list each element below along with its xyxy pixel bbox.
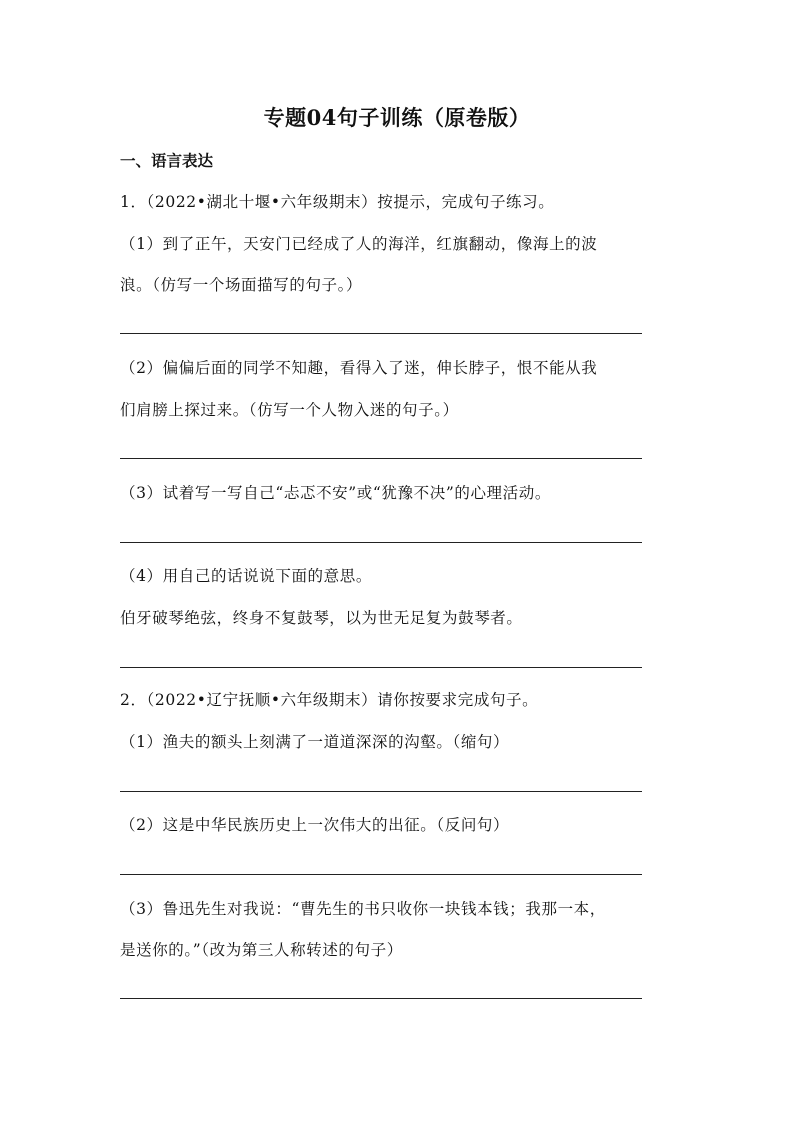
answer-line-q1-4[interactable] <box>120 667 642 668</box>
question-1-stem: 1．（2022•湖北十堰•六年级期末）按提示，完成句子练习。 <box>120 193 555 211</box>
question-1-part-2-line-1: （2）偏偏后面的同学不知趣，看得入了迷，伸长脖子，恨不能从我 <box>120 359 598 377</box>
question-1-part-1-line-1: （1）到了正午，天安门已经成了人的海洋，红旗翻动，像海上的波 <box>120 235 598 253</box>
question-2-part-2: （2）这是中华民族历史上一次伟大的出征。（反问句） <box>120 816 510 834</box>
page-title: 专题04句子训练（原卷版） <box>263 105 531 130</box>
answer-line-q1-1[interactable] <box>120 333 642 334</box>
answer-line-q2-2[interactable] <box>120 874 642 875</box>
answer-line-q2-1[interactable] <box>120 791 642 792</box>
question-1-part-4-quote: 伯牙破琴绝弦，终身不复鼓琴，以为世无足复为鼓琴者。 <box>120 609 523 627</box>
question-1-part-4: （4）用自己的话说说下面的意思。 <box>120 567 372 585</box>
answer-line-q1-3[interactable] <box>120 542 642 543</box>
question-2-part-1: （1）渔夫的额头上刻满了一道道深深的沟壑。（缩句） <box>120 733 510 751</box>
question-1-part-1-line-2: 浪。（仿写一个场面描写的句子。） <box>120 276 363 294</box>
question-1-part-3: （3）试着写一写自己“忐忑不安”或“犹豫不决”的心理活动。 <box>120 484 551 502</box>
answer-line-q2-3[interactable] <box>120 998 642 999</box>
question-1-part-2-line-2: 们肩膀上探过来。（仿写一个人物入迷的句子。） <box>120 401 459 419</box>
question-2-part-3-line-1: （3）鲁迅先生对我说：“曹先生的书只收你一块钱本钱；我那一本， <box>120 900 606 918</box>
question-2-part-3-line-2: 是送你的。”（改为第三人称转述的句子） <box>120 941 403 959</box>
question-2-stem: 2．（2022•辽宁抚顺•六年级期末）请你按要求完成句子。 <box>120 691 539 709</box>
section-heading: 一、语言表达 <box>120 151 214 170</box>
answer-line-q1-2[interactable] <box>120 458 642 459</box>
